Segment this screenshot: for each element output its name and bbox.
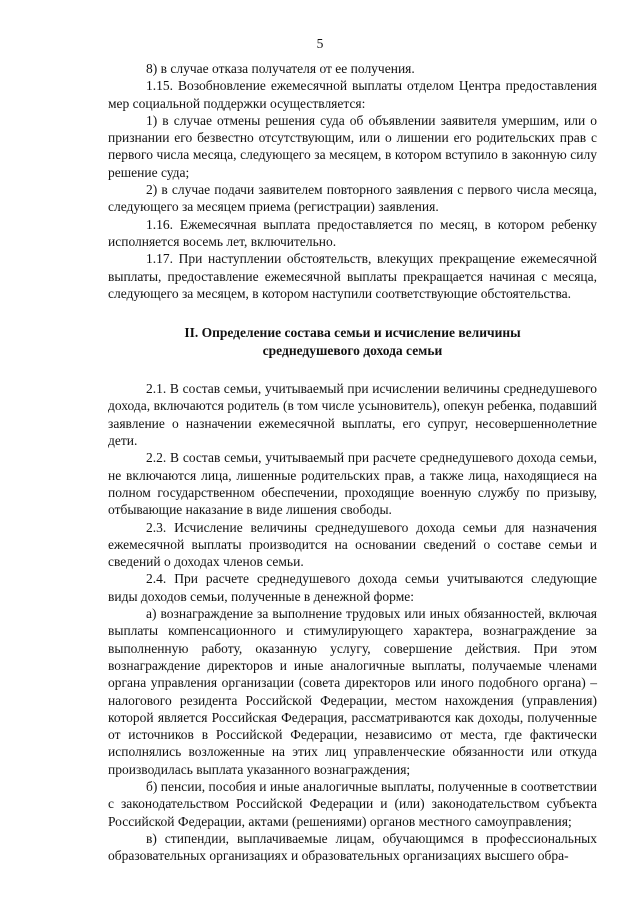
- paragraph-1-16: 1.16. Ежемесячная выплата предоставляется по месяц, в котором ребенку исполняется восемь лет, включительно.: [108, 216, 597, 249]
- section-heading: II. Определение состава семьи и исчисление величины среднедушевого дохода семьи: [184, 325, 521, 359]
- paragraph-2-2: 2.2. В состав семьи, учитываемый при расчете среднедушевого дохода семьи, не включаются лица, лишенные родительских прав, а также лица, находящиеся на полном государственном обеспечении, проходящие военную службу по призыву, отбывающие наказание в виде лишения свободы.: [108, 450, 597, 518]
- page-number: 5: [316, 36, 324, 51]
- paragraph-8-refusal: 8) в случае отказа получателя от ее получения.: [146, 61, 415, 76]
- paragraph-2-4: 2.4. При расчете среднедушевого дохода семьи учитываются следующие виды доходов семьи, полученные в денежной форме:: [108, 571, 597, 604]
- paragraph-2-1: 2.1. В состав семьи, учитываемый при исчислении величины среднедушевого дохода, включаются родитель (в том числе усыновитель), опекун ребенка, подавший заявление о назначении ежемесячной выплаты, его супруг, несовершеннолетние дети.: [108, 381, 597, 449]
- paragraph-1-15-item-2: 2) в случае подачи заявителем повторного заявления с первого числа месяца, следующего за месяцем приема (регистрации) заявления.: [108, 182, 597, 215]
- paragraph-2-4-item-a: а) вознаграждение за выполнение трудовых или иных обязанностей, включая выплаты компенсационного и стимулирующего характера, вознаграждение за выполненную работу, оказанную услугу, совершение действия. При этом вознаграждение директоров и иные аналогичные выплаты, получаемые членами органа управления организации (совета директоров или иного подобного органа) – налогового резидента Российской Федерации, местом нахождения (управления) которой является Российская Федерация, рассматриваются как доходы, полученные от источников в Российской Федерации, независимо от места, где фактически исполнялись возложенные на этих лиц управленческие обязанности или откуда производилась выплата указанного вознаграждения;: [108, 606, 597, 777]
- paragraph-2-4-item-b: б) пенсии, пособия и иные аналогичные выплаты, полученные в соответствии с законодательством Российской Федерации и (или) законодательством субъекта Российской Федерации, актами (решениями) органов местного самоуправления;: [108, 778, 597, 829]
- document-body: [108, 60, 597, 864]
- paragraph-1-15: 1.15. Возобновление ежемесячной выплаты отделом Центра предоставления мер социальной поддержки осуществляется:: [108, 78, 597, 111]
- paragraph-1-17: 1.17. При наступлении обстоятельств, влекущих прекращение ежемесячной выплаты, предоставление ежемесячной выплаты прекращается начиная с месяца, следующего за месяцем, в котором наступили соответствующие обстоятельства.: [108, 251, 597, 301]
- paragraph-2-3: 2.3. Исчисление величины среднедушевого дохода семьи для назначения ежемесячной выплаты производится на основании сведений о составе семьи и сведений о доходах членов семьи.: [108, 519, 597, 570]
- paragraph-2-4-item-v: в) стипендии, выплачиваемые лицам, обучающимся в профессиональных образовательных организациях и образовательных организациях высшего обра-: [108, 830, 597, 864]
- paragraph-1-15-item-1: 1) в случае отмены решения суда об объявлении заявителя умершим, или о признании его безвестно отсутствующим, или о лишении его родительских прав с первого числа месяца, следующего за месяцем, в котором вступило в законную силу решение суда;: [108, 112, 597, 180]
